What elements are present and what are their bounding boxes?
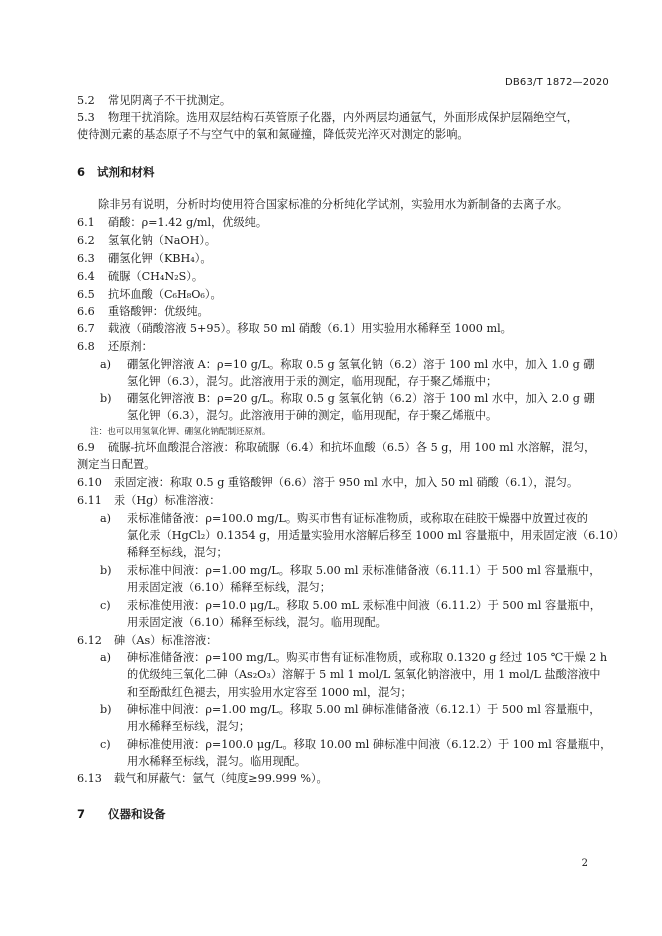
intro-text: 除非另有说明，分析时均使用符合国家标准的分析纯化学试剂，实验用水为新制备的去离子水。	[98, 198, 568, 211]
clause-number: 6.2	[77, 234, 95, 247]
list-label: a)	[100, 651, 112, 664]
section-title: 试剂和材料	[97, 165, 155, 179]
clause-number: 6.13	[77, 772, 102, 785]
clause-text: 还原剂：	[108, 340, 153, 353]
clause-text: 物理干扰消除。选用双层结构石英管原子化器，内外两层均通氩气，外面形成保护层隔绝空气，	[108, 111, 578, 124]
list-text: 用水稀释至标线，混匀；	[127, 720, 251, 733]
section-number: 7	[77, 807, 86, 821]
standard-code: DB63/T 1872—2020	[504, 77, 609, 88]
clause-text: 载液（硝酸溶液 5+95）。移取 50 ml 硝酸（6.1）用实验用水稀释至 1000 ml。	[108, 322, 512, 335]
clause-text: 硝酸：ρ=1.42 g/ml，优级纯。	[108, 216, 268, 229]
clause-number: 6.6	[77, 305, 95, 318]
list-label: a)	[100, 512, 112, 525]
list-text: 用汞固定液（6.10）稀释至标线，混匀。临用现配。	[127, 616, 387, 629]
list-text: 稀释至标线，混匀；	[127, 546, 228, 559]
section-title: 仪器和设备	[108, 807, 166, 821]
list-text: 氢化钾（6.3），混匀。此溶液用于汞的测定，临用现配，存于聚乙烯瓶中；	[127, 375, 498, 388]
clause-text: 汞固定液：称取 0.5 g 重铬酸钾（6.6）溶于 950 ml 水中，加入 50 ml 硝酸（6.1），混匀。	[114, 476, 579, 489]
clause-text: 重铬酸钾：优级纯。	[108, 305, 209, 318]
clause-number: 6.4	[77, 270, 95, 283]
list-text: 砷标准储备液：ρ=100 mg/L。购买市售有证标准物质，或称取 0.1320 g 经过 105 ℃干燥 2 h	[127, 651, 608, 664]
clause-text: 硫脲-抗坏血酸混合溶液：称取硫脲（6.4）和抗坏血酸（6.5）各 5 g，用 100 ml 水溶解，混匀，	[108, 441, 596, 454]
section-7-heading	[77, 805, 277, 823]
list-text: 和至酚酞红色褪去，用实验用水定容至 1000 ml，混匀；	[127, 686, 412, 699]
list-text: 用水稀释至标线，混匀。临用现配。	[127, 755, 307, 768]
list-label: b)	[100, 392, 112, 405]
section-number: 6	[77, 165, 86, 179]
clause-number: 6.8	[77, 340, 95, 353]
list-text: 砷标准中间液：ρ=1.00 mg/L。移取 5.00 ml 砷标准储备液（6.12.1）于 500 ml 容量瓶中，	[127, 703, 601, 716]
section-6-heading	[77, 163, 277, 181]
list-label: b)	[100, 564, 112, 577]
clause-number: 6.11	[77, 494, 102, 507]
clause-text: 硫脲（CH₄N₂S）。	[108, 270, 204, 283]
list-text: 汞标准储备液：ρ=100.0 mg/L。购买市售有证标准物质，或称取在硅胶干燥器中放置过夜的	[127, 512, 588, 525]
list-text: 汞标准中间液：ρ=1.00 mg/L。移取 5.00 ml 汞标准储备液（6.11.1）于 500 ml 容量瓶中，	[127, 564, 601, 577]
clause-text: 测定当日配置。	[77, 458, 156, 471]
clause-number: 5.2	[77, 94, 95, 107]
list-text: 汞标准使用液：ρ=10.0 μg/L。移取 5.00 mL 汞标准中间液（6.11.2）于 500 ml 容量瓶中，	[127, 599, 601, 612]
clause-number: 6.9	[77, 441, 95, 454]
list-text: 的优级纯三氧化二砷（As₂O₃）溶解于 5 ml 1 mol/L 氢氧化钠溶液中，用 1 mol/L 盐酸溶液中	[127, 668, 601, 681]
clause-number: 6.10	[77, 476, 102, 489]
list-text: 硼氢化钾溶液 A：ρ=10 g/L。称取 0.5 g 氢氧化钠（6.2）溶于 100 ml 水中，加入 1.0 g 硼	[127, 358, 595, 371]
clause-text: 抗坏血酸（C₆H₈O₆）。	[108, 288, 222, 301]
clause-number: 5.3	[77, 111, 95, 124]
list-label: c)	[100, 599, 111, 612]
clause-number: 6.5	[77, 288, 95, 301]
clause-text: 载气和屏蔽气：氩气（纯度≥99.999 %）。	[114, 772, 328, 785]
clause-number: 6.7	[77, 322, 95, 335]
page-number: 2	[581, 858, 588, 869]
list-label: a)	[100, 358, 112, 371]
clause-text: 硼氢化钾（KBH₄）。	[108, 252, 212, 265]
list-text: 氯化汞（HgCl₂）0.1354 g，用适量实验用水溶解后移至 1000 ml 容量瓶中，用汞固定液（6.10）	[127, 529, 625, 542]
list-text: 砷标准使用液：ρ=100.0 μg/L。移取 10.00 ml 砷标准中间液（6.12.2）于 100 ml 容量瓶中，	[127, 738, 612, 751]
clause-text: 氢氧化钠（NaOH）。	[108, 234, 217, 247]
list-text: 硼氢化钾溶液 B：ρ=20 g/L。称取 0.5 g 氢氧化钠（6.2）溶于 100 ml 水中，加入 2.0 g 硼	[127, 392, 595, 405]
clause-text: 常见阴离子不干扰测定。	[108, 94, 232, 107]
clause-number: 6.1	[77, 216, 95, 229]
list-label: b)	[100, 703, 112, 716]
clause-number: 6.3	[77, 252, 95, 265]
clause-text: 使待测元素的基态原子不与空气中的氧和氮碰撞，降低荧光淬灭对测定的影响。	[77, 128, 469, 141]
clause-text: 砷（As）标准溶液：	[114, 634, 218, 647]
note-text: 注：也可以用氢氧化钾、硼氢化钠配制还原剂。	[90, 427, 271, 437]
list-text: 氢化钾（6.3），混匀。此溶液用于砷的测定，临用现配，存于聚乙烯瓶中。	[127, 409, 498, 422]
list-text: 用汞固定液（6.10）稀释至标线，混匀；	[127, 581, 331, 594]
clause-text: 汞（Hg）标准溶液：	[114, 494, 221, 507]
clause-number: 6.12	[77, 634, 102, 647]
list-label: c)	[100, 738, 111, 751]
